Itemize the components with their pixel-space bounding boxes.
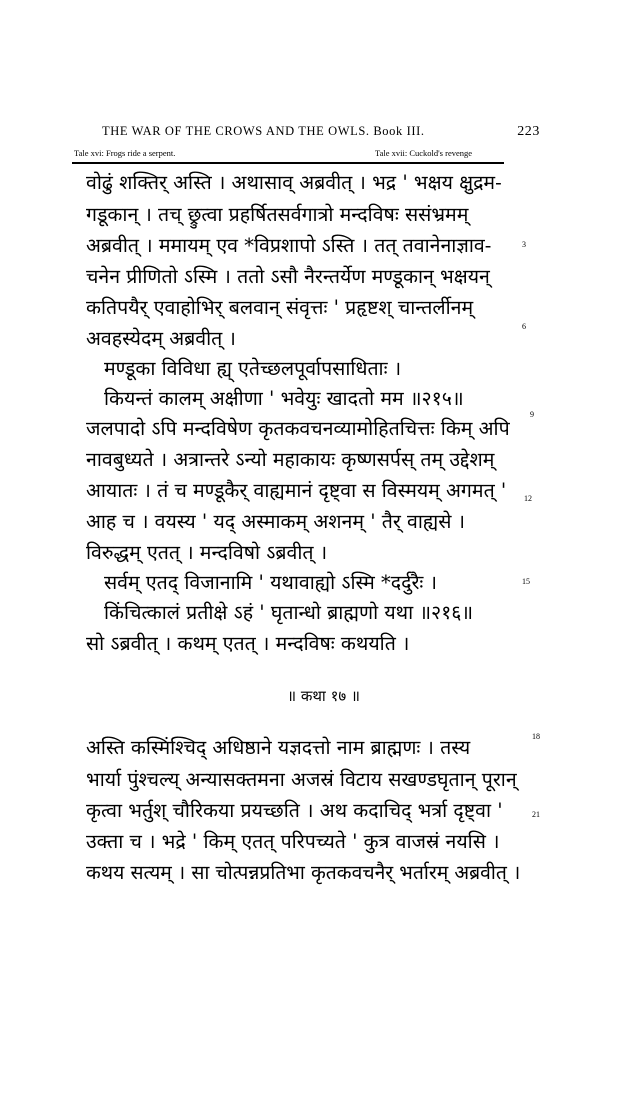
text-line: अब्रवीत् । ममायम् एव *विप्रशापो ऽस्ति । तत् तवानेनाज्ञाव- (86, 234, 492, 257)
text-line: गडूकान् । तच् छ्रुत्वा प्रहर्षितसर्वगात्रो मन्दविषः ससंभ्रमम् (86, 203, 469, 226)
verse-line: मण्डूका विविधा ह्य् एतेच्छलपूर्वापसाधिताः । (104, 357, 402, 380)
tale-line: उक्ता च । भद्रे ' किम् एतत् परिपच्यते ' कुत्र वाजस्रं नयसि । (86, 830, 500, 853)
tale-line: अस्ति कस्मिंश्चिद् अधिष्ठाने यज्ञदत्तो नाम ब्राह्मणः । तस्य (86, 736, 471, 759)
text-line: विरुद्धम् एतत् । मन्दविषो ऽब्रवीत् । (86, 541, 328, 564)
text-line: नावबुध्यते । अत्रान्तरे ऽन्यो महाकायः कृष्णसर्पस् तम् उद्देशम् (86, 448, 495, 471)
text-line: सो ऽब्रवीत् । कथम् एतत् । मन्दविषः कथयति । (86, 632, 410, 655)
running-title: THE WAR OF THE CROWS AND THE OWLS. Book III. (102, 124, 425, 138)
right-subhead: Tale xvii: Cuckold's revenge (375, 148, 473, 158)
line-number: 12 (524, 494, 532, 503)
line-number: 9 (530, 410, 534, 419)
line-number: 15 (522, 577, 530, 586)
text-line: कतिपयैर् एवाहोभिर् बलवान् संवृत्तः ' प्रहृष्टश् चान्तर्लीनम् (86, 296, 474, 319)
verse-line: कियन्तं कालम् अक्षीणा ' भवेयुः खादतो मम ॥२१५॥ (104, 387, 464, 410)
text-line: आयातः । तं च मण्डूकैर् वाह्यमानं दृष्ट्वा स विस्मयम् अगमत् ' (86, 479, 507, 502)
verse-line: किंचित्कालं प्रतीक्षे ऽहं ' घृतान्धो ब्राह्मणो यथा ॥२१६॥ (104, 601, 474, 624)
left-subhead: Tale xvi: Frogs ride a serpent. (74, 148, 176, 158)
line-number: 18 (532, 732, 540, 741)
text-line: वोढुं शक्तिर् अस्ति । अथासाव् अब्रवीत् । भद्र ' भक्षय क्षुद्रम- (86, 171, 502, 194)
line-number: 6 (522, 322, 526, 331)
verse-line: सर्वम् एतद् विजानामि ' यथावाह्यो ऽस्मि *दर्दुरैः । (104, 571, 437, 594)
text-line: जलपादो ऽपि मन्दविषेण कृतकवचनव्यामोहितचित्तः किम् अपि (86, 417, 510, 440)
tale-heading: ॥ कथा १७ ॥ (287, 687, 360, 705)
tale-line: कृत्वा भर्तुश् चौरिकया प्रयच्छति । अथ कदाचिद् भर्त्रा दृष्ट्वा ' (86, 799, 503, 822)
text-line: चनेन प्रीणितो ऽस्मि । ततो ऽसौ नैरन्तर्येण मण्डूकान् भक्षयन् (86, 265, 490, 288)
text-line: आह च । वयस्य ' यद् अस्माकम् अशनम् ' तैर् वाह्यसे । (86, 510, 466, 533)
header-rule (72, 162, 504, 164)
page-number: 223 (517, 124, 540, 139)
line-number: 21 (532, 810, 540, 819)
running-head (72, 124, 552, 140)
tale-line: भार्या पुंश्चल्य् अन्यासक्तमना अजस्रं विटाय सखण्डघृतान् पूरान् (86, 768, 517, 791)
line-number: 3 (522, 240, 526, 249)
text-line: अवहस्येदम् अब्रवीत् । (86, 327, 236, 350)
tale-line: कथय सत्यम् । सा चोत्पन्नप्रतिभा कृतकवचनैर् भर्तारम् अब्रवीत् । (86, 861, 521, 884)
